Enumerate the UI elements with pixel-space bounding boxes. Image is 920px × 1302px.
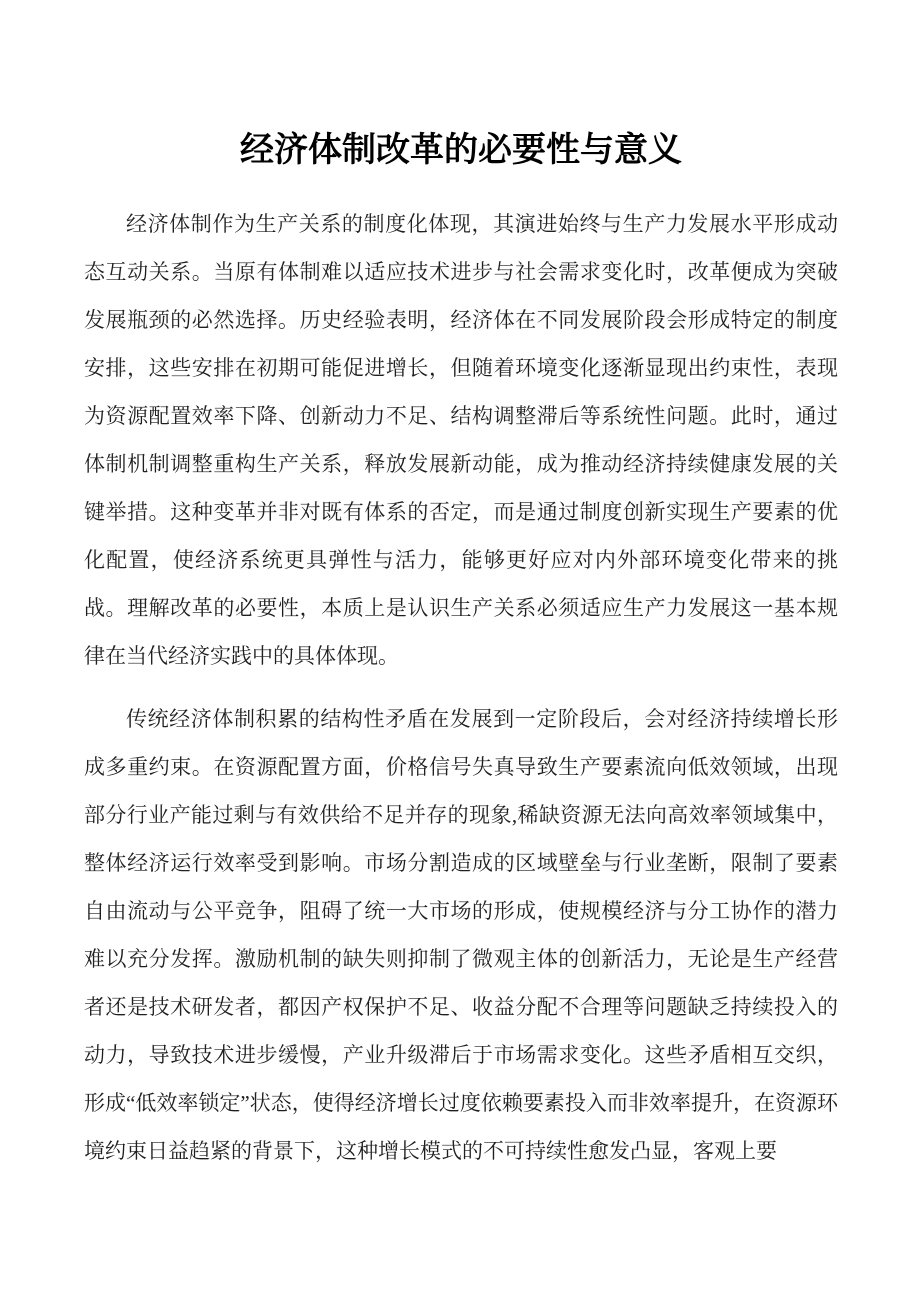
document-title: 经济体制改革的必要性与意义 [240,131,682,169]
paragraph-1: 经济体制作为生产关系的制度化体现，其演进始终与生产力发展水平形成动态互动关系。当原有体制难以适应技术进步与社会需求变化时，改革便成为突破发展瓶颈的必然选择。历史经验表明，经济体在不同发展阶段会形成特定的制度安排，这些安排在初期可能促进增长，但随着环境变化逐渐显现出约束性，表现为资源配置效率下降、创新动力不足、结构调整滞后等系统性问题。此时，通过体制机制调整重构生产关系，释放发展新动能，成为推动经济持续健康发展的关键举措。这种变革并非对既有体系的否定，而是通过制度创新实现生产要素的优化配置，使经济系统更具弹性与活力，能够更好应对内外部环境变化带来的挑战。理解改革的必要性，本质上是认识生产关系必须适应生产力发展这一基本规律在当代经济实践中的具体体现。 [84,212,838,668]
paragraph-2: 传统经济体制积累的结构性矛盾在发展到一定阶段后，会对经济持续增长形成多重约束。在资源配置方面，价格信号失真导致生产要素流向低效领域，出现部分行业产能过剩与有效供给不足并存的现象,稀缺资源无法向高效率领域集中，整体经济运行效率受到影响。市场分割造成的区域壁垒与行业垄断，限制了要素自由流动与公平竞争，阻碍了统一大市场的形成，使规模经济与分工协作的潜力难以充分发挥。激励机制的缺失则抑制了微观主体的创新活力，无论是生产经营者还是技术研发者，都因产权保护不足、收益分配不合理等问题缺乏持续投入的动力，导致技术进步缓慢，产业升级滞后于市场需求变化。这些矛盾相互交织，形成“低效率锁定”状态，使得经济增长过度依赖要素投入而非效率提升，在资源环境约束日益趋紧的背景下，这种增长模式的不可持续性愈发凸显，客观上要 [84,707,838,1163]
